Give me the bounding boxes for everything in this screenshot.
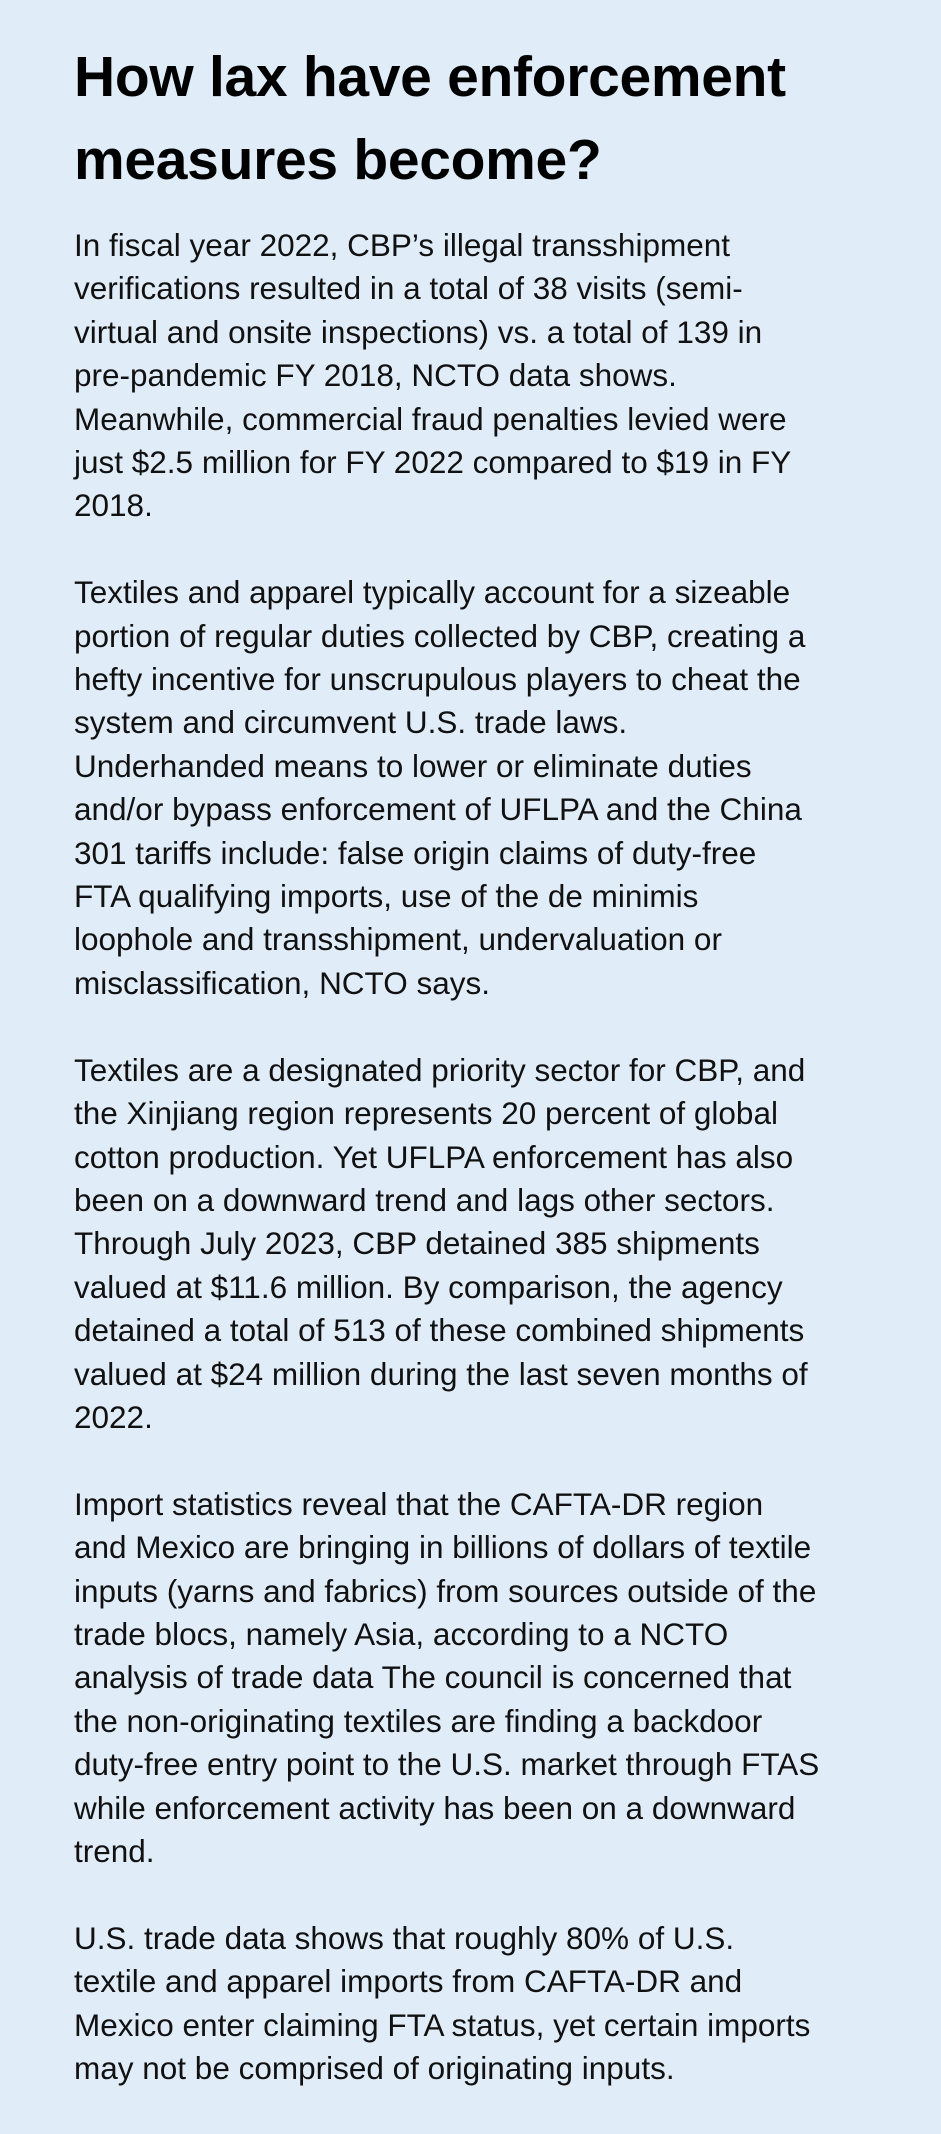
paragraph-line: Meanwhile, commercial fraud penalties levied were bbox=[74, 400, 787, 437]
paragraph-line: and/or bypass enforcement of UFLPA and the China bbox=[74, 791, 802, 828]
paragraph bbox=[74, 224, 924, 528]
paragraph-line: pre-pandemic FY 2018, NCTO data shows. bbox=[74, 357, 677, 394]
paragraph-line: misclassification, NCTO says. bbox=[74, 964, 491, 1001]
paragraph-line: while enforcement activity has been on a downward bbox=[74, 1789, 796, 1826]
paragraph-line: duty-free entry point to the U.S. market through FTAS bbox=[74, 1746, 820, 1783]
paragraph-line: Mexico enter claiming FTA status, yet certain imports bbox=[74, 2006, 811, 2043]
paragraph-line: loophole and transshipment, undervaluation or bbox=[74, 921, 722, 958]
paragraph-line: In fiscal year 2022, CBP’s illegal transshipment bbox=[74, 227, 730, 263]
paragraph-line: 301 tariffs include: false origin claims of duty-free bbox=[74, 834, 757, 871]
paragraph bbox=[74, 571, 924, 1005]
paragraph bbox=[74, 1917, 924, 2091]
paragraph-line: system and circumvent U.S. trade laws. bbox=[74, 704, 628, 741]
paragraph-line: 2022. bbox=[74, 1398, 153, 1435]
paragraph-line: just $2.5 million for FY 2022 compared to $19 in FY bbox=[74, 444, 792, 481]
paragraph-line: Import statistics reveal that the CAFTA-DR region bbox=[74, 1485, 764, 1522]
article-body bbox=[74, 224, 924, 2090]
article-title bbox=[74, 36, 924, 202]
paragraph bbox=[74, 1049, 924, 1440]
paragraph-line: Textiles are a designated priority sector for CBP, and bbox=[74, 1051, 806, 1088]
paragraph-line: U.S. trade data shows that roughly 80% of U.S. bbox=[74, 1919, 735, 1956]
paragraph-line: the non-originating textiles are finding a backdoor bbox=[74, 1702, 763, 1739]
paragraph-line: been on a downward trend and lags other sectors. bbox=[74, 1181, 775, 1218]
paragraph-line: hefty incentive for unscrupulous players to cheat the bbox=[74, 661, 801, 698]
paragraph-line: and Mexico are bringing in billions of dollars of textile bbox=[74, 1529, 812, 1566]
article bbox=[74, 36, 924, 2134]
paragraph-line: 2018. bbox=[74, 487, 153, 524]
paragraph-line: valued at $24 million during the last seven months of bbox=[74, 1355, 808, 1392]
paragraph bbox=[74, 1483, 924, 1874]
paragraph-line: FTA qualifying imports, use of the de minimis bbox=[74, 878, 699, 915]
paragraph-line: inputs (yarns and fabrics) from sources outside of the bbox=[74, 1572, 817, 1609]
paragraph-line: trend. bbox=[74, 1832, 155, 1869]
title-line: How lax have enforcement bbox=[74, 45, 786, 109]
paragraph-line: textile and apparel imports from CAFTA-DR and bbox=[74, 1963, 743, 2000]
paragraph-line: Textiles and apparel typically account for a sizeable bbox=[74, 574, 791, 611]
paragraph-line: the Xinjiang region represents 20 percent of global bbox=[74, 1095, 778, 1132]
paragraph-line: virtual and onsite inspections) vs. a total of 139 in bbox=[74, 313, 763, 350]
paragraph-line: analysis of trade data The council is concerned that bbox=[74, 1659, 792, 1696]
paragraph-line: verifications resulted in a total of 38 visits (semi- bbox=[74, 270, 743, 307]
paragraph-line: trade blocs, namely Asia, according to a NCTO bbox=[74, 1615, 729, 1652]
paragraph-line: Underhanded means to lower or eliminate duties bbox=[74, 747, 752, 784]
paragraph-line: valued at $11.6 million. By comparison, the agency bbox=[74, 1268, 783, 1305]
title-line: measures become? bbox=[74, 128, 602, 192]
paragraph-line: detained a total of 513 of these combined shipments bbox=[74, 1312, 805, 1349]
paragraph-line: cotton production. Yet UFLPA enforcement has also bbox=[74, 1138, 794, 1175]
paragraph-line: Through July 2023, CBP detained 385 shipments bbox=[74, 1225, 760, 1262]
paragraph-line: portion of regular duties collected by CBP, creating a bbox=[74, 617, 806, 654]
paragraph-line: may not be comprised of originating inputs. bbox=[74, 2050, 675, 2086]
